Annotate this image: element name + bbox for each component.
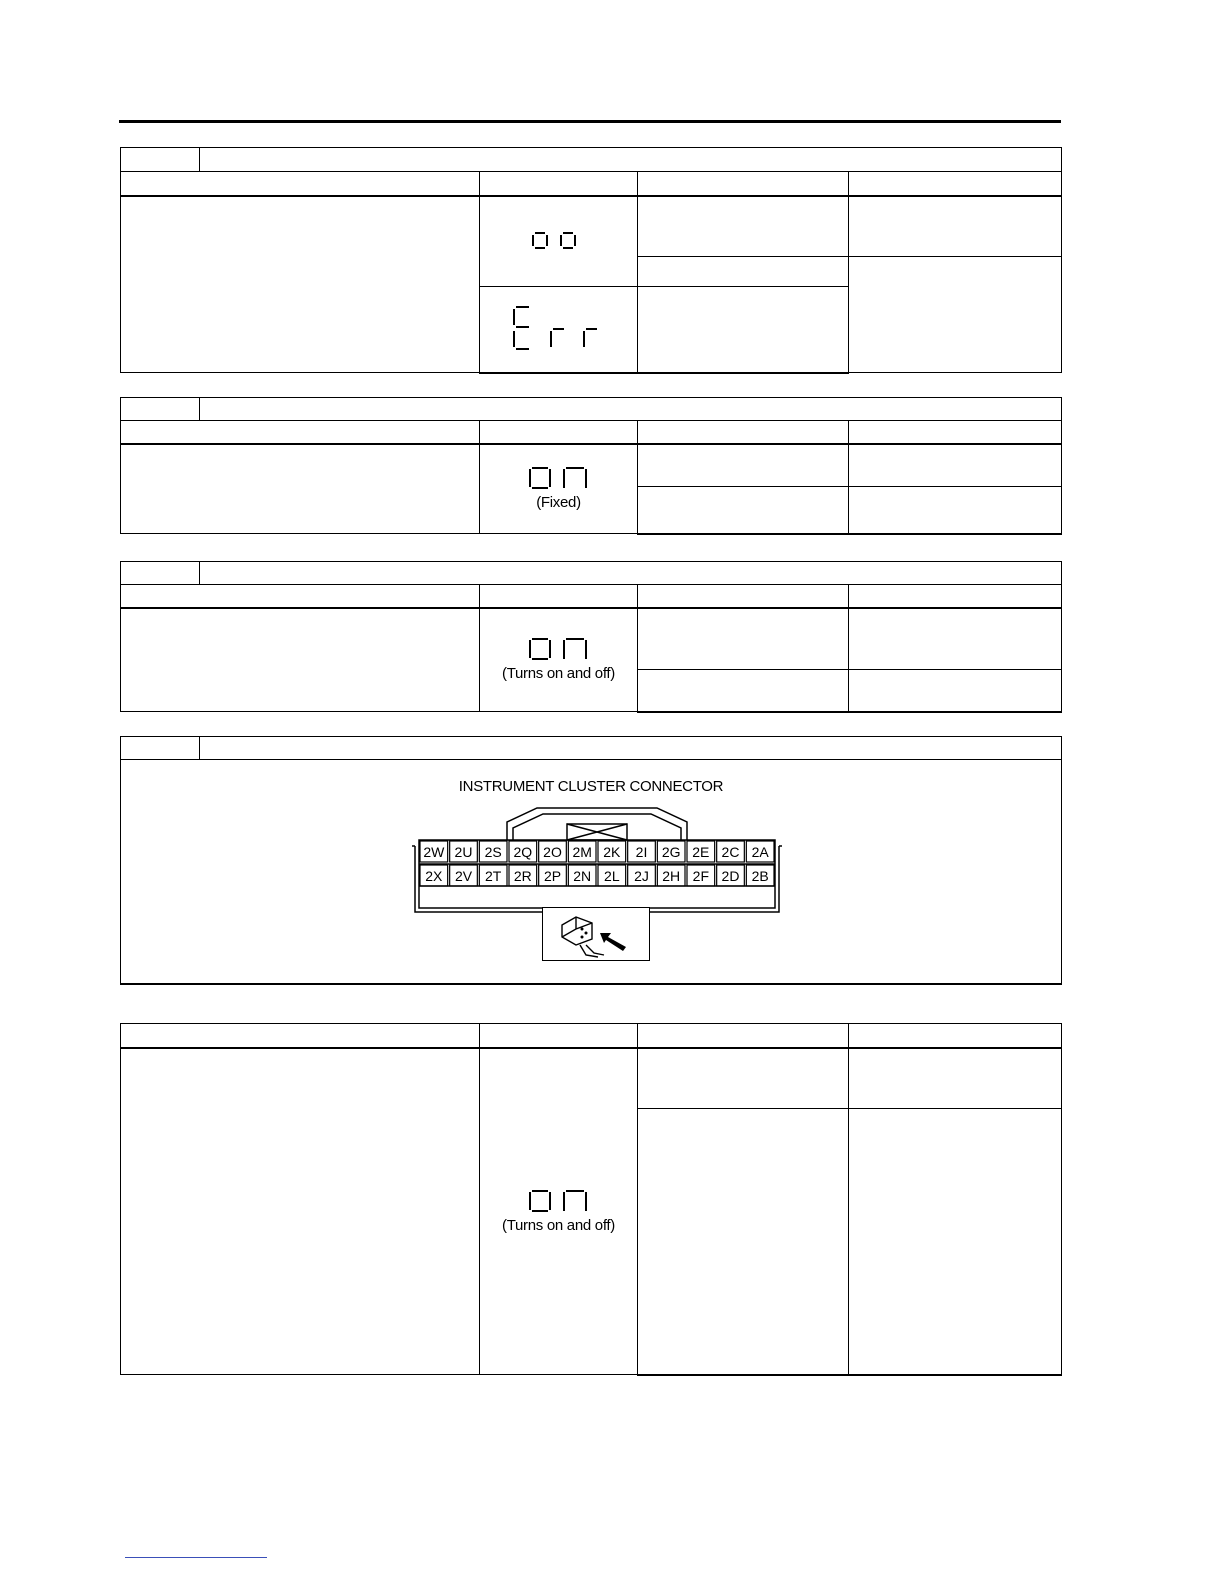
display-cell-dd: [480, 196, 638, 287]
col-header-result: [638, 585, 849, 608]
connector-pin-label: 2F: [692, 868, 710, 884]
display-caption-turns: (Turns on and off): [502, 665, 615, 683]
procedure-cell: [121, 444, 480, 534]
connector-pin-label: 2N: [573, 868, 592, 884]
connector-pin-label: 2J: [634, 868, 649, 884]
connector-pin-label: 2G: [661, 844, 681, 860]
connector-pin-label: 2P: [543, 868, 562, 884]
result-cell: [638, 1109, 849, 1375]
display-cell-err: [480, 287, 638, 373]
action-cell: [849, 1048, 1062, 1109]
procedure-cell: [121, 196, 480, 373]
connector-pin-label: 2T: [484, 868, 502, 884]
action-cell: [849, 196, 1062, 257]
action-cell: [849, 1109, 1062, 1375]
connector-block: [120, 736, 1062, 985]
header-rule: [119, 120, 1061, 123]
result-cell: [638, 608, 849, 670]
step-title-cell: [200, 737, 1062, 760]
inspection-block-1: [120, 147, 1062, 374]
step-number-cell: [121, 562, 200, 585]
result-cell: [638, 287, 849, 373]
action-cell: [849, 670, 1062, 712]
display-cell-on-blink: [480, 608, 638, 712]
col-header-action: [849, 172, 1062, 196]
col-header-result: [638, 1024, 849, 1048]
inspection-block-2: [120, 397, 1062, 535]
procedure-cell: [121, 608, 480, 712]
connector-view-direction-icon: [542, 907, 650, 961]
footer-link-underline: [125, 1557, 267, 1558]
action-cell: [849, 487, 1062, 534]
result-cell: [638, 670, 849, 712]
result-cell: [638, 444, 849, 487]
col-header-result: [638, 421, 849, 444]
step-number-cell: [121, 398, 200, 421]
display-caption-turns: (Turns on and off): [502, 1216, 615, 1234]
inspection-block-3: [120, 561, 1062, 713]
connector-pin-label: 2H: [662, 868, 681, 884]
col-header-display: [480, 172, 638, 196]
connector-pin-label: 2M: [572, 844, 592, 860]
col-header-procedure: [121, 585, 480, 608]
result-cell: [638, 487, 849, 534]
step-title-cell: [200, 562, 1062, 585]
col-header-display: [480, 585, 638, 608]
step-title-cell: [200, 398, 1062, 421]
connector-pin-label: 2O: [543, 844, 562, 860]
step-number-cell: [121, 148, 200, 172]
connector-title: INSTRUMENT CLUSTER CONNECTOR: [458, 778, 724, 795]
step-number-cell: [121, 737, 200, 760]
inspection-block-5: [120, 1023, 1062, 1376]
seven-segment-on: [527, 466, 591, 492]
connector-diagram-cell: [121, 760, 1062, 984]
seven-segment-on: [527, 637, 591, 663]
col-header-result: [638, 172, 849, 196]
col-header-procedure: [121, 1024, 480, 1048]
col-header-action: [849, 421, 1062, 444]
connector-pin-label: 2I: [635, 844, 648, 860]
connector-pin-label: 2D: [721, 868, 740, 884]
connector-pin-label: 2A: [751, 844, 769, 860]
connector-pin-label: 2X: [425, 868, 443, 884]
col-header-action: [849, 585, 1062, 608]
instrument-cluster-connector-diagram: [411, 806, 783, 914]
connector-pin-label: 2K: [603, 844, 621, 860]
col-header-action: [849, 1024, 1062, 1048]
connector-pin-label: 2W: [423, 844, 445, 860]
connector-pin-label: 2Q: [513, 844, 533, 860]
connector-pin-label: 2E: [692, 844, 710, 860]
action-cell: [849, 444, 1062, 487]
result-cell: [638, 1048, 849, 1109]
seven-segment-dd: [529, 229, 589, 253]
result-cell: [638, 196, 849, 257]
display-cell-on-fixed: [480, 444, 638, 534]
connector-pin-label: 2B: [751, 868, 769, 884]
col-header-procedure: [121, 421, 480, 444]
step-title-cell: [200, 148, 1062, 172]
display-caption-fixed: (Fixed): [536, 494, 581, 512]
connector-pin-label: 2U: [454, 844, 473, 860]
action-cell: [849, 608, 1062, 670]
display-cell-on-blink: [480, 1048, 638, 1375]
seven-segment-err: [509, 305, 609, 353]
action-cell: [849, 257, 1062, 373]
connector-pin-label: 2L: [604, 868, 620, 884]
connector-pin-label: 2V: [454, 868, 473, 884]
seven-segment-on: [527, 1189, 591, 1215]
col-header-display: [480, 1024, 638, 1048]
col-header-procedure: [121, 172, 480, 196]
connector-pin-label: 2S: [484, 844, 502, 860]
connector-pin-label: 2R: [513, 868, 532, 884]
procedure-cell: [121, 1048, 480, 1375]
connector-pin-label: 2C: [721, 844, 740, 860]
result-cell: [638, 257, 849, 287]
col-header-display: [480, 421, 638, 444]
